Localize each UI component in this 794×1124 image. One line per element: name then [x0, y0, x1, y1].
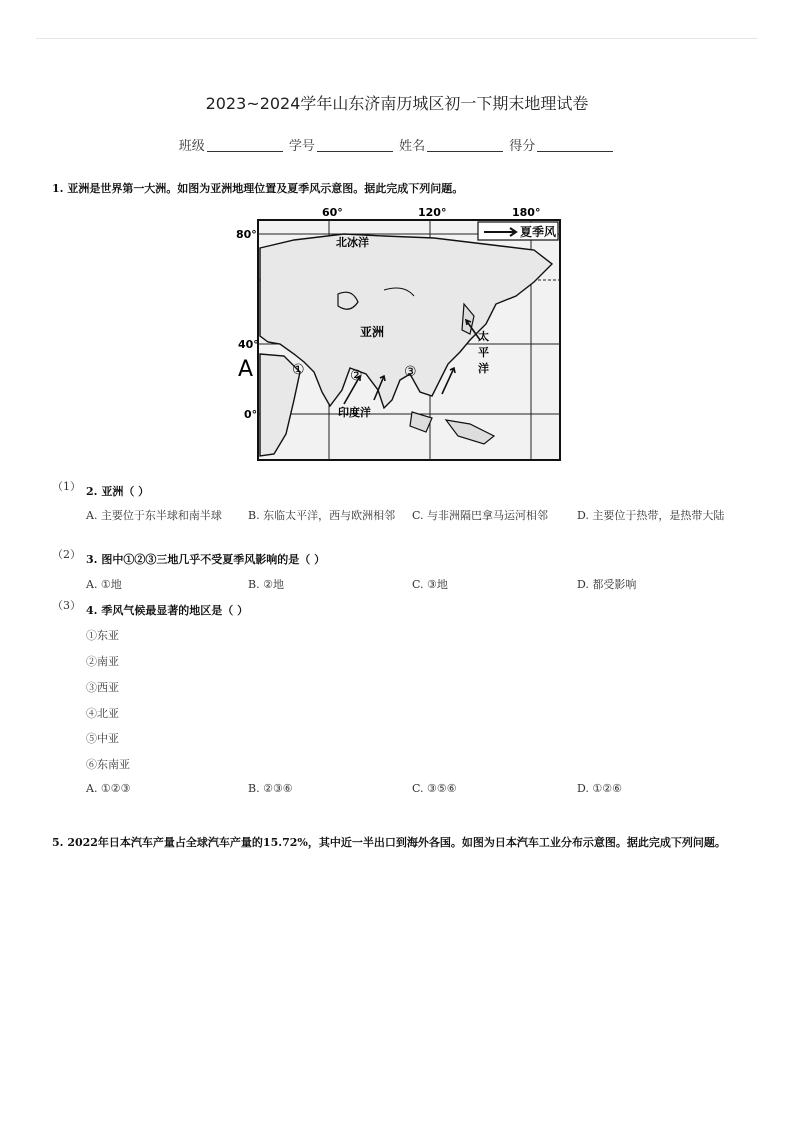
region-item-6: ⑥东南亚	[86, 758, 130, 771]
q4-option-d[interactable]: D. ①②⑥	[577, 782, 623, 795]
field-class-label: 班级	[178, 139, 205, 154]
region-item-3: ③西亚	[86, 681, 119, 694]
pacific-label-3: 洋	[478, 362, 489, 375]
field-score-blank[interactable]	[537, 139, 613, 152]
lat-label-80: 80°	[236, 228, 257, 241]
field-name-label: 姓名	[399, 139, 426, 154]
field-name-blank[interactable]	[427, 139, 503, 152]
asia-label: 亚洲	[360, 325, 385, 339]
legend-label: 夏季风	[520, 225, 557, 239]
pacific-label-1: 太	[478, 330, 489, 343]
q4-option-b[interactable]: B. ②③⑥	[248, 782, 293, 795]
q4-option-a[interactable]: A. ①②③	[86, 782, 131, 795]
lon-label-120: 120°	[418, 206, 447, 219]
region-item-2: ②南亚	[86, 655, 119, 668]
sub-question-2-number: （2）	[52, 548, 81, 561]
q3-option-c[interactable]: C. ③地	[412, 578, 448, 591]
marker-1: ①	[292, 362, 305, 378]
sub-question-1-number: （1）	[52, 480, 81, 493]
lat-label-40: 40°	[238, 338, 259, 351]
lon-label-180: 180°	[512, 206, 541, 219]
sub-question-3-stem: 4. 季风气候最显著的地区是（ ）	[86, 604, 249, 617]
top-divider	[36, 38, 758, 39]
q3-option-b[interactable]: B. ②地	[248, 578, 284, 591]
field-id-blank[interactable]	[317, 139, 393, 152]
sub-question-2-stem: 3. 图中①②③三地几乎不受夏季风影响的是（ ）	[86, 553, 326, 566]
q2-option-a[interactable]: A. 主要位于东半球和南半球	[86, 509, 222, 522]
side-letter: A	[238, 357, 254, 382]
region-item-5: ⑤中亚	[86, 732, 119, 745]
pacific-label-2: 平	[478, 346, 489, 359]
q2-option-d[interactable]: D. 主要位于热带，是热带大陆	[577, 509, 725, 522]
lon-label-60: 60°	[322, 206, 343, 219]
student-info-line	[0, 135, 794, 154]
q2-option-c[interactable]: C. 与非洲隔巴拿马运河相邻	[412, 509, 549, 522]
asia-map	[234, 204, 566, 466]
lat-label-0: 0°	[244, 408, 258, 421]
field-class-blank[interactable]	[207, 139, 283, 152]
field-id-label: 学号	[288, 139, 315, 154]
field-score-label: 得分	[509, 139, 536, 154]
sub-question-1-stem: 2. 亚洲（ ）	[86, 485, 150, 498]
asia-map-figure	[234, 204, 566, 466]
marker-2: ②	[350, 368, 363, 384]
q3-option-a[interactable]: A. ①地	[86, 578, 122, 591]
indian-ocean-label: 印度洋	[338, 406, 371, 419]
region-item-1: ①东亚	[86, 629, 119, 642]
region-item-4: ④北亚	[86, 707, 119, 720]
arctic-ocean-label: 北冰洋	[336, 236, 369, 249]
marker-3: ③	[404, 364, 417, 380]
question-5-stem: 5. 2022年日本汽车产量占全球汽车产量的15.72%，其中近一半出口到海外各国。如图为日本汽车工业分布示意图。据此完成下列问题。	[52, 836, 726, 849]
q3-option-d[interactable]: D. 都受影响	[577, 578, 637, 591]
question-1-stem: 1. 亚洲是世界第一大洲。如图为亚洲地理位置及夏季风示意图。据此完成下列问题。	[52, 182, 464, 195]
page-title: 2023~2024学年山东济南历城区初一下期末地理试卷	[205, 94, 589, 113]
q4-option-c[interactable]: C. ③⑤⑥	[412, 782, 457, 795]
sub-question-3-number: （3）	[52, 599, 81, 612]
q2-option-b[interactable]: B. 东临太平洋，西与欧洲相邻	[248, 509, 396, 522]
